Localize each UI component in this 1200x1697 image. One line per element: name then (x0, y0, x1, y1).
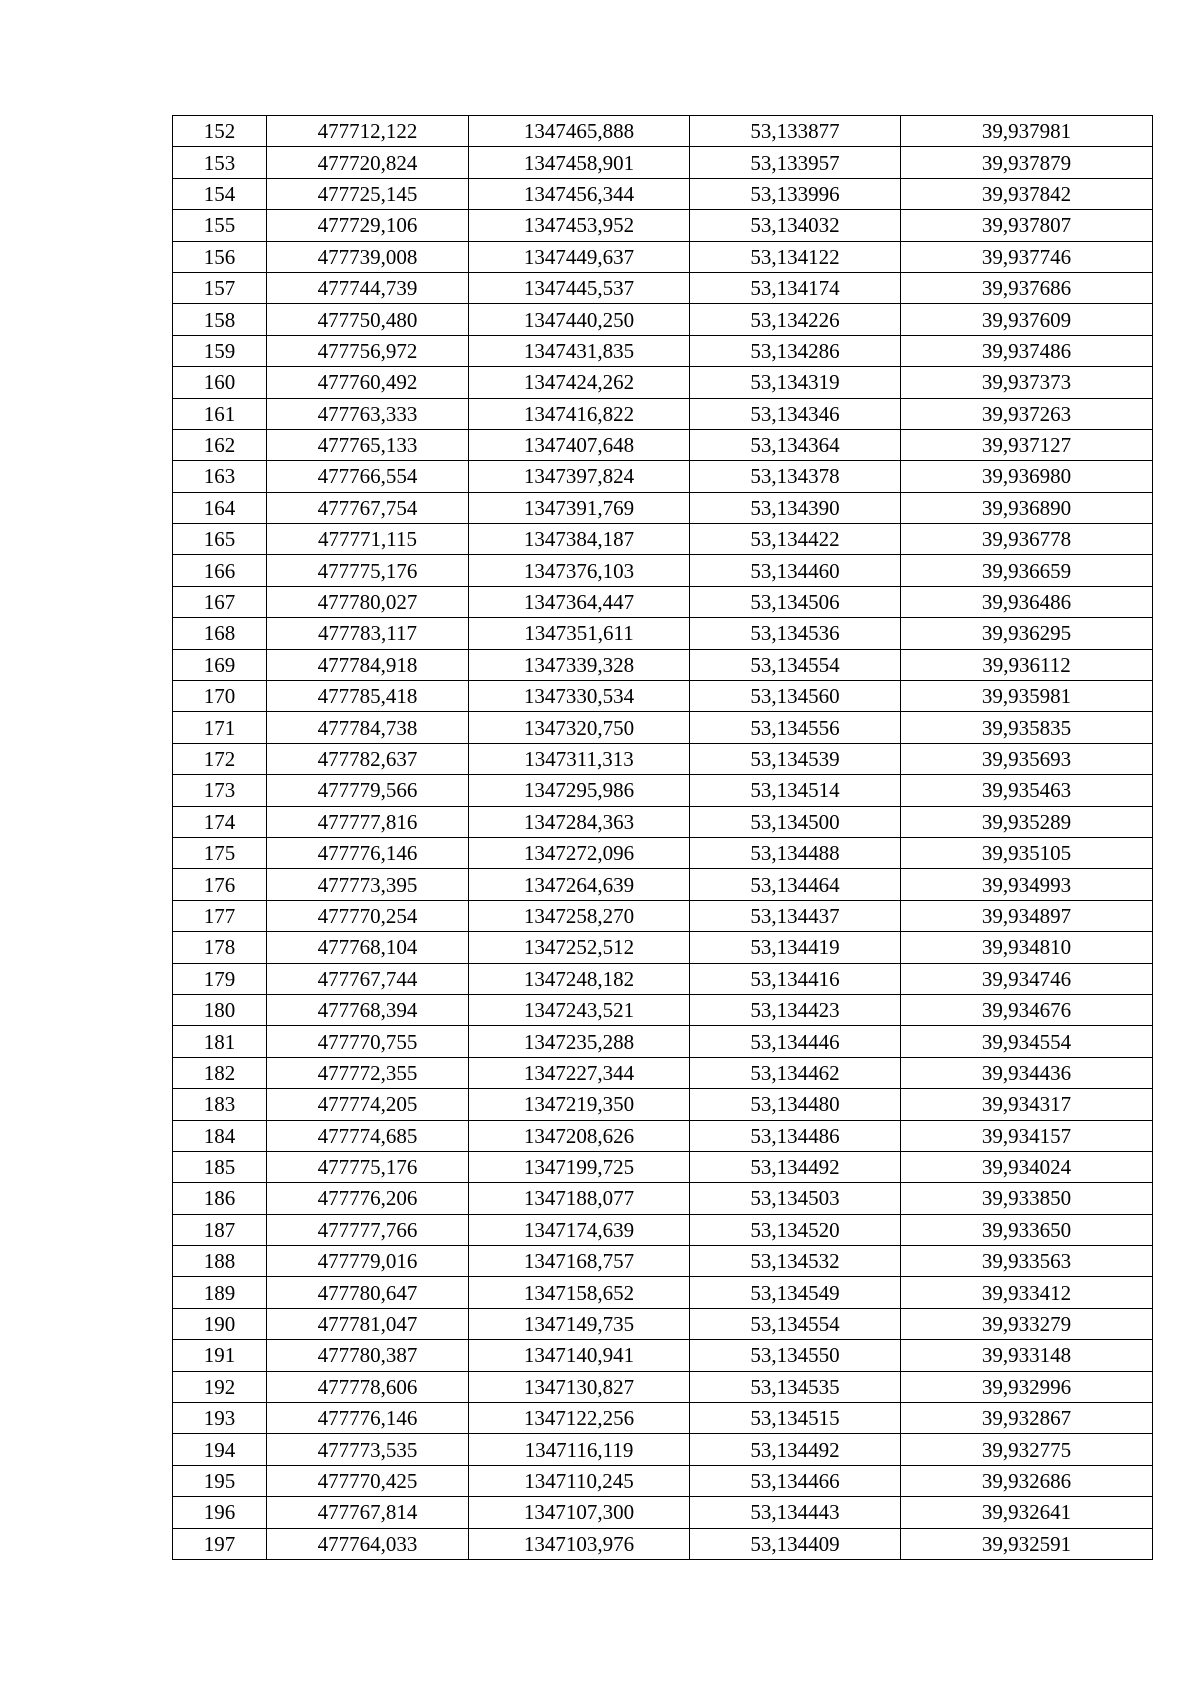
x-coordinate-cell: 477773,395 (267, 869, 469, 900)
latitude-cell: 53,134437 (690, 900, 901, 931)
y-coordinate-cell: 1347227,344 (469, 1057, 690, 1088)
latitude-cell: 53,134506 (690, 586, 901, 617)
table-row (173, 398, 1153, 429)
x-coordinate-cell: 477770,254 (267, 900, 469, 931)
latitude-cell: 53,134462 (690, 1057, 901, 1088)
table-row (173, 932, 1153, 963)
longitude-cell: 39,937807 (901, 210, 1153, 241)
table-row (173, 524, 1153, 555)
y-coordinate-cell: 1347235,288 (469, 1026, 690, 1057)
table-row (173, 1151, 1153, 1182)
longitude-cell: 39,934993 (901, 869, 1153, 900)
latitude-cell: 53,134560 (690, 681, 901, 712)
y-coordinate-cell: 1347339,328 (469, 649, 690, 680)
y-coordinate-cell: 1347458,901 (469, 147, 690, 178)
point-number-cell: 168 (173, 618, 267, 649)
latitude-cell: 53,134390 (690, 492, 901, 523)
table-row (173, 492, 1153, 523)
y-coordinate-cell: 1347295,986 (469, 775, 690, 806)
x-coordinate-cell: 477729,106 (267, 210, 469, 241)
x-coordinate-cell: 477775,176 (267, 555, 469, 586)
table-row (173, 429, 1153, 460)
x-coordinate-cell: 477760,492 (267, 367, 469, 398)
table-row (173, 681, 1153, 712)
x-coordinate-cell: 477784,918 (267, 649, 469, 680)
y-coordinate-cell: 1347103,976 (469, 1528, 690, 1559)
table-row (173, 806, 1153, 837)
latitude-cell: 53,134535 (690, 1371, 901, 1402)
x-coordinate-cell: 477783,117 (267, 618, 469, 649)
y-coordinate-cell: 1347431,835 (469, 335, 690, 366)
y-coordinate-cell: 1347397,824 (469, 461, 690, 492)
table-row (173, 241, 1153, 272)
x-coordinate-cell: 477775,176 (267, 1151, 469, 1182)
latitude-cell: 53,134549 (690, 1277, 901, 1308)
longitude-cell: 39,934317 (901, 1089, 1153, 1120)
point-number-cell: 164 (173, 492, 267, 523)
latitude-cell: 53,134422 (690, 524, 901, 555)
point-number-cell: 183 (173, 1089, 267, 1120)
x-coordinate-cell: 477768,394 (267, 994, 469, 1025)
table-row (173, 335, 1153, 366)
table-row (173, 555, 1153, 586)
longitude-cell: 39,935463 (901, 775, 1153, 806)
longitude-cell: 39,934157 (901, 1120, 1153, 1151)
table-row (173, 1057, 1153, 1088)
point-number-cell: 156 (173, 241, 267, 272)
point-number-cell: 176 (173, 869, 267, 900)
latitude-cell: 53,134492 (690, 1434, 901, 1465)
point-number-cell: 161 (173, 398, 267, 429)
y-coordinate-cell: 1347252,512 (469, 932, 690, 963)
table-row (173, 178, 1153, 209)
longitude-cell: 39,936659 (901, 555, 1153, 586)
table-row (173, 618, 1153, 649)
longitude-cell: 39,936890 (901, 492, 1153, 523)
latitude-cell: 53,134488 (690, 837, 901, 868)
latitude-cell: 53,134174 (690, 272, 901, 303)
y-coordinate-cell: 1347440,250 (469, 304, 690, 335)
longitude-cell: 39,932686 (901, 1465, 1153, 1496)
x-coordinate-cell: 477766,554 (267, 461, 469, 492)
y-coordinate-cell: 1347264,639 (469, 869, 690, 900)
table-row (173, 1434, 1153, 1465)
y-coordinate-cell: 1347168,757 (469, 1246, 690, 1277)
longitude-cell: 39,934746 (901, 963, 1153, 994)
latitude-cell: 53,134554 (690, 649, 901, 680)
table-row (173, 116, 1153, 147)
table-row (173, 461, 1153, 492)
latitude-cell: 53,134503 (690, 1183, 901, 1214)
x-coordinate-cell: 477744,739 (267, 272, 469, 303)
table-row (173, 1183, 1153, 1214)
point-number-cell: 181 (173, 1026, 267, 1057)
latitude-cell: 53,134032 (690, 210, 901, 241)
point-number-cell: 184 (173, 1120, 267, 1151)
longitude-cell: 39,934897 (901, 900, 1153, 931)
longitude-cell: 39,937686 (901, 272, 1153, 303)
point-number-cell: 191 (173, 1340, 267, 1371)
table-row (173, 1277, 1153, 1308)
point-number-cell: 155 (173, 210, 267, 241)
y-coordinate-cell: 1347391,769 (469, 492, 690, 523)
table-row (173, 712, 1153, 743)
latitude-cell: 53,133996 (690, 178, 901, 209)
y-coordinate-cell: 1347188,077 (469, 1183, 690, 1214)
x-coordinate-cell: 477770,425 (267, 1465, 469, 1496)
x-coordinate-cell: 477785,418 (267, 681, 469, 712)
latitude-cell: 53,134286 (690, 335, 901, 366)
table-row (173, 1403, 1153, 1434)
y-coordinate-cell: 1347384,187 (469, 524, 690, 555)
point-number-cell: 170 (173, 681, 267, 712)
point-number-cell: 169 (173, 649, 267, 680)
point-number-cell: 174 (173, 806, 267, 837)
table-row (173, 1120, 1153, 1151)
y-coordinate-cell: 1347208,626 (469, 1120, 690, 1151)
y-coordinate-cell: 1347449,637 (469, 241, 690, 272)
longitude-cell: 39,933412 (901, 1277, 1153, 1308)
point-number-cell: 177 (173, 900, 267, 931)
longitude-cell: 39,933148 (901, 1340, 1153, 1371)
latitude-cell: 53,134539 (690, 743, 901, 774)
point-number-cell: 159 (173, 335, 267, 366)
point-number-cell: 165 (173, 524, 267, 555)
point-number-cell: 171 (173, 712, 267, 743)
point-number-cell: 153 (173, 147, 267, 178)
x-coordinate-cell: 477777,766 (267, 1214, 469, 1245)
table-row (173, 649, 1153, 680)
longitude-cell: 39,932641 (901, 1497, 1153, 1528)
latitude-cell: 53,134532 (690, 1246, 901, 1277)
latitude-cell: 53,134378 (690, 461, 901, 492)
table-row (173, 304, 1153, 335)
table-row (173, 900, 1153, 931)
latitude-cell: 53,134346 (690, 398, 901, 429)
longitude-cell: 39,935981 (901, 681, 1153, 712)
longitude-cell: 39,935693 (901, 743, 1153, 774)
latitude-cell: 53,134464 (690, 869, 901, 900)
point-number-cell: 196 (173, 1497, 267, 1528)
y-coordinate-cell: 1347272,096 (469, 837, 690, 868)
x-coordinate-cell: 477765,133 (267, 429, 469, 460)
x-coordinate-cell: 477767,744 (267, 963, 469, 994)
y-coordinate-cell: 1347330,534 (469, 681, 690, 712)
x-coordinate-cell: 477781,047 (267, 1308, 469, 1339)
latitude-cell: 53,134536 (690, 618, 901, 649)
latitude-cell: 53,134554 (690, 1308, 901, 1339)
latitude-cell: 53,134520 (690, 1214, 901, 1245)
point-number-cell: 163 (173, 461, 267, 492)
longitude-cell: 39,937609 (901, 304, 1153, 335)
longitude-cell: 39,937263 (901, 398, 1153, 429)
y-coordinate-cell: 1347243,521 (469, 994, 690, 1025)
longitude-cell: 39,933850 (901, 1183, 1153, 1214)
y-coordinate-cell: 1347445,537 (469, 272, 690, 303)
y-coordinate-cell: 1347284,363 (469, 806, 690, 837)
table-row (173, 837, 1153, 868)
latitude-cell: 53,134423 (690, 994, 901, 1025)
point-number-cell: 167 (173, 586, 267, 617)
point-number-cell: 175 (173, 837, 267, 868)
longitude-cell: 39,935835 (901, 712, 1153, 743)
point-number-cell: 188 (173, 1246, 267, 1277)
y-coordinate-cell: 1347351,611 (469, 618, 690, 649)
latitude-cell: 53,134556 (690, 712, 901, 743)
point-number-cell: 190 (173, 1308, 267, 1339)
latitude-cell: 53,134492 (690, 1151, 901, 1182)
x-coordinate-cell: 477771,115 (267, 524, 469, 555)
y-coordinate-cell: 1347465,888 (469, 116, 690, 147)
latitude-cell: 53,133957 (690, 147, 901, 178)
table-row (173, 147, 1153, 178)
table-row (173, 1089, 1153, 1120)
table-row (173, 743, 1153, 774)
longitude-cell: 39,936112 (901, 649, 1153, 680)
longitude-cell: 39,934024 (901, 1151, 1153, 1182)
latitude-cell: 53,134466 (690, 1465, 901, 1496)
y-coordinate-cell: 1347456,344 (469, 178, 690, 209)
table-row (173, 1026, 1153, 1057)
y-coordinate-cell: 1347453,952 (469, 210, 690, 241)
y-coordinate-cell: 1347122,256 (469, 1403, 690, 1434)
y-coordinate-cell: 1347110,245 (469, 1465, 690, 1496)
point-number-cell: 185 (173, 1151, 267, 1182)
x-coordinate-cell: 477774,205 (267, 1089, 469, 1120)
latitude-cell: 53,134550 (690, 1340, 901, 1371)
table-row (173, 775, 1153, 806)
longitude-cell: 39,936486 (901, 586, 1153, 617)
y-coordinate-cell: 1347116,119 (469, 1434, 690, 1465)
x-coordinate-cell: 477776,206 (267, 1183, 469, 1214)
longitude-cell: 39,934810 (901, 932, 1153, 963)
x-coordinate-cell: 477712,122 (267, 116, 469, 147)
longitude-cell: 39,937127 (901, 429, 1153, 460)
table-row (173, 272, 1153, 303)
latitude-cell: 53,134480 (690, 1089, 901, 1120)
point-number-cell: 189 (173, 1277, 267, 1308)
latitude-cell: 53,134514 (690, 775, 901, 806)
latitude-cell: 53,134122 (690, 241, 901, 272)
y-coordinate-cell: 1347311,313 (469, 743, 690, 774)
x-coordinate-cell: 477768,104 (267, 932, 469, 963)
y-coordinate-cell: 1347320,750 (469, 712, 690, 743)
x-coordinate-cell: 477779,016 (267, 1246, 469, 1277)
x-coordinate-cell: 477764,033 (267, 1528, 469, 1559)
longitude-cell: 39,934676 (901, 994, 1153, 1025)
point-number-cell: 160 (173, 367, 267, 398)
x-coordinate-cell: 477750,480 (267, 304, 469, 335)
coordinates-table (172, 115, 1153, 1560)
x-coordinate-cell: 477780,387 (267, 1340, 469, 1371)
y-coordinate-cell: 1347199,725 (469, 1151, 690, 1182)
x-coordinate-cell: 477780,647 (267, 1277, 469, 1308)
y-coordinate-cell: 1347258,270 (469, 900, 690, 931)
coordinates-table-body (173, 116, 1153, 1560)
longitude-cell: 39,932996 (901, 1371, 1153, 1402)
latitude-cell: 53,134460 (690, 555, 901, 586)
latitude-cell: 53,134443 (690, 1497, 901, 1528)
table-row (173, 1340, 1153, 1371)
x-coordinate-cell: 477720,824 (267, 147, 469, 178)
table-row (173, 210, 1153, 241)
y-coordinate-cell: 1347140,941 (469, 1340, 690, 1371)
y-coordinate-cell: 1347158,652 (469, 1277, 690, 1308)
x-coordinate-cell: 477772,355 (267, 1057, 469, 1088)
x-coordinate-cell: 477776,146 (267, 837, 469, 868)
table-row (173, 1308, 1153, 1339)
latitude-cell: 53,134419 (690, 932, 901, 963)
table-row (173, 1246, 1153, 1277)
longitude-cell: 39,936980 (901, 461, 1153, 492)
longitude-cell: 39,935289 (901, 806, 1153, 837)
longitude-cell: 39,934554 (901, 1026, 1153, 1057)
x-coordinate-cell: 477739,008 (267, 241, 469, 272)
y-coordinate-cell: 1347416,822 (469, 398, 690, 429)
y-coordinate-cell: 1347407,648 (469, 429, 690, 460)
point-number-cell: 158 (173, 304, 267, 335)
longitude-cell: 39,936295 (901, 618, 1153, 649)
point-number-cell: 172 (173, 743, 267, 774)
x-coordinate-cell: 477780,027 (267, 586, 469, 617)
x-coordinate-cell: 477784,738 (267, 712, 469, 743)
point-number-cell: 186 (173, 1183, 267, 1214)
point-number-cell: 187 (173, 1214, 267, 1245)
x-coordinate-cell: 477782,637 (267, 743, 469, 774)
longitude-cell: 39,935105 (901, 837, 1153, 868)
point-number-cell: 162 (173, 429, 267, 460)
table-row (173, 963, 1153, 994)
latitude-cell: 53,134416 (690, 963, 901, 994)
x-coordinate-cell: 477776,146 (267, 1403, 469, 1434)
longitude-cell: 39,932867 (901, 1403, 1153, 1434)
point-number-cell: 173 (173, 775, 267, 806)
point-number-cell: 178 (173, 932, 267, 963)
point-number-cell: 157 (173, 272, 267, 303)
y-coordinate-cell: 1347130,827 (469, 1371, 690, 1402)
y-coordinate-cell: 1347248,182 (469, 963, 690, 994)
latitude-cell: 53,134486 (690, 1120, 901, 1151)
latitude-cell: 53,134500 (690, 806, 901, 837)
longitude-cell: 39,937981 (901, 116, 1153, 147)
longitude-cell: 39,937842 (901, 178, 1153, 209)
point-number-cell: 179 (173, 963, 267, 994)
y-coordinate-cell: 1347376,103 (469, 555, 690, 586)
latitude-cell: 53,134364 (690, 429, 901, 460)
x-coordinate-cell: 477725,145 (267, 178, 469, 209)
point-number-cell: 192 (173, 1371, 267, 1402)
y-coordinate-cell: 1347107,300 (469, 1497, 690, 1528)
point-number-cell: 197 (173, 1528, 267, 1559)
x-coordinate-cell: 477763,333 (267, 398, 469, 429)
x-coordinate-cell: 477773,535 (267, 1434, 469, 1465)
table-row (173, 869, 1153, 900)
latitude-cell: 53,134446 (690, 1026, 901, 1057)
point-number-cell: 195 (173, 1465, 267, 1496)
point-number-cell: 194 (173, 1434, 267, 1465)
x-coordinate-cell: 477767,754 (267, 492, 469, 523)
point-number-cell: 193 (173, 1403, 267, 1434)
longitude-cell: 39,937746 (901, 241, 1153, 272)
longitude-cell: 39,932775 (901, 1434, 1153, 1465)
x-coordinate-cell: 477756,972 (267, 335, 469, 366)
longitude-cell: 39,932591 (901, 1528, 1153, 1559)
table-row (173, 1497, 1153, 1528)
x-coordinate-cell: 477777,816 (267, 806, 469, 837)
latitude-cell: 53,134226 (690, 304, 901, 335)
y-coordinate-cell: 1347174,639 (469, 1214, 690, 1245)
x-coordinate-cell: 477767,814 (267, 1497, 469, 1528)
longitude-cell: 39,937879 (901, 147, 1153, 178)
table-row (173, 367, 1153, 398)
longitude-cell: 39,937373 (901, 367, 1153, 398)
latitude-cell: 53,134319 (690, 367, 901, 398)
longitude-cell: 39,937486 (901, 335, 1153, 366)
table-row (173, 1465, 1153, 1496)
x-coordinate-cell: 477774,685 (267, 1120, 469, 1151)
y-coordinate-cell: 1347424,262 (469, 367, 690, 398)
longitude-cell: 39,934436 (901, 1057, 1153, 1088)
table-row (173, 586, 1153, 617)
x-coordinate-cell: 477778,606 (267, 1371, 469, 1402)
point-number-cell: 166 (173, 555, 267, 586)
y-coordinate-cell: 1347219,350 (469, 1089, 690, 1120)
longitude-cell: 39,933650 (901, 1214, 1153, 1245)
point-number-cell: 180 (173, 994, 267, 1025)
table-row (173, 1528, 1153, 1559)
x-coordinate-cell: 477779,566 (267, 775, 469, 806)
table-row (173, 994, 1153, 1025)
latitude-cell: 53,133877 (690, 116, 901, 147)
x-coordinate-cell: 477770,755 (267, 1026, 469, 1057)
point-number-cell: 154 (173, 178, 267, 209)
longitude-cell: 39,933279 (901, 1308, 1153, 1339)
longitude-cell: 39,933563 (901, 1246, 1153, 1277)
point-number-cell: 152 (173, 116, 267, 147)
y-coordinate-cell: 1347149,735 (469, 1308, 690, 1339)
y-coordinate-cell: 1347364,447 (469, 586, 690, 617)
table-row (173, 1214, 1153, 1245)
latitude-cell: 53,134409 (690, 1528, 901, 1559)
latitude-cell: 53,134515 (690, 1403, 901, 1434)
table-row (173, 1371, 1153, 1402)
point-number-cell: 182 (173, 1057, 267, 1088)
longitude-cell: 39,936778 (901, 524, 1153, 555)
